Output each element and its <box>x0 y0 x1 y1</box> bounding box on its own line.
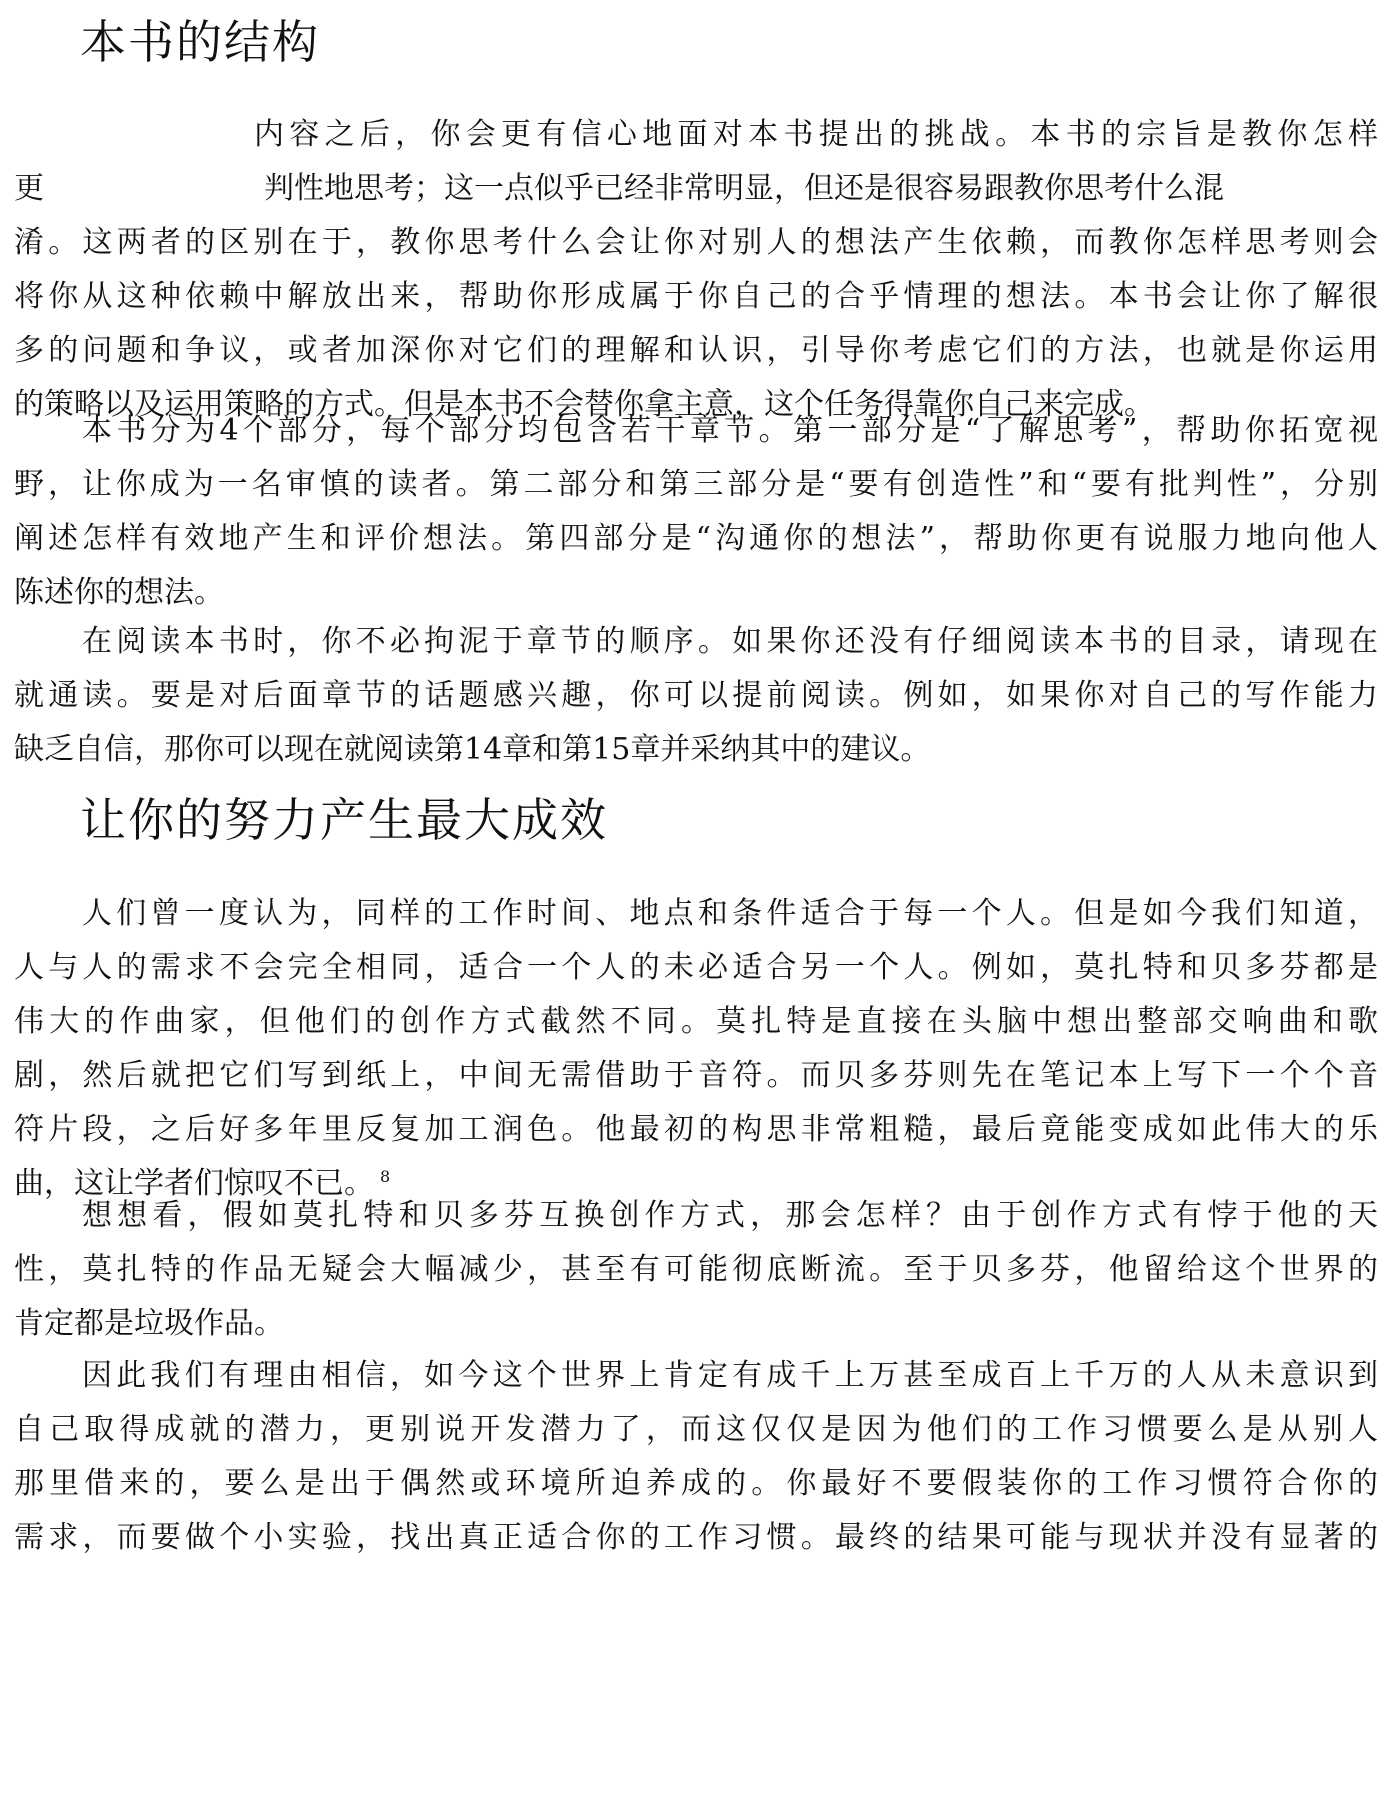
text-line: 剧，然后就把它们写到纸上，中间无需借助于音符。而贝多芬则先在笔记本上写下一个个音 <box>14 1058 1378 1093</box>
text-line: 陈述你的想法。 <box>14 575 224 610</box>
section-heading-maximize-effort: 让你的努力产生最大成效 <box>80 793 608 847</box>
text-line: 缺乏自信，那你可以现在就阅读第14章和第15章并采纳其中的建议。 <box>14 732 931 767</box>
paragraph-reading-order <box>14 615 1378 777</box>
paragraph-structure-intro <box>14 108 1378 432</box>
section-heading-book-structure: 本书的结构 <box>80 15 320 69</box>
paragraph-mozart-beethoven <box>14 887 1378 1211</box>
text-line: 的策略以及运用策略的方式。但是本书不会替你拿主意，这个任务得靠你自己来完成。 <box>14 387 1154 422</box>
text-line: 想想看，假如莫扎特和贝多芬互换创作方式，那会怎样？由于创作方式有悖于他的天 <box>82 1198 1378 1233</box>
text-line: 将你从这种依赖中解放出来，帮助你形成属于你自己的合乎情理的想法。本书会让你了解很 <box>14 279 1378 314</box>
text-line: 人们曾一度认为，同样的工作时间、地点和条件适合于每一个人。但是如今我们知道， <box>82 896 1378 931</box>
text-line: 本书分为4个部分，每个部分均包含若干章节。第一部分是“了解思考”，帮助你拓宽视 <box>82 413 1378 448</box>
text-line: 淆。这两者的区别在于，教你思考什么会让你对别人的想法产生依赖，而教你怎样思考则会 <box>14 225 1378 260</box>
footnote-marker: 8 <box>380 1167 391 1186</box>
text-fragment: 判性地思考；这一点似乎已经非常明显，但还是很容易跟教你思考什么混 <box>264 171 1224 206</box>
text-line <box>14 162 1378 216</box>
text-line: 人与人的需求不会完全相同，适合一个人的未必适合另一个人。例如，莫扎特和贝多芬都是 <box>14 950 1378 985</box>
text-line: 需求，而要做个小实验，找出真正适合你的工作习惯。最终的结果可能与现状并没有显著的 <box>14 1520 1378 1555</box>
text-line: 在阅读本书时，你不必拘泥于章节的顺序。如果你还没有仔细阅读本书的目录，请现在 <box>82 624 1378 659</box>
text-line: 肯定都是垃圾作品。 <box>14 1306 284 1341</box>
text-line: 内容之后，你会更有信心地面对本书提出的挑战。本书的宗旨是教你怎样 <box>254 117 1378 152</box>
text-line: 因此我们有理由相信，如今这个世界上肯定有成千上万甚至成百上千万的人从未意识到 <box>82 1358 1378 1393</box>
text-line: 自己取得成就的潜力，更别说开发潜力了，而这仅仅是因为他们的工作习惯要么是从别人 <box>14 1412 1378 1447</box>
text-line: 野，让你成为一名审慎的读者。第二部分和第三部分是“要有创造性”和“要有批判性”，分别 <box>14 467 1378 502</box>
text-line: 阐述怎样有效地产生和评价想法。第四部分是“沟通你的想法”，帮助你更有说服力地向他人 <box>14 521 1378 556</box>
text-line: 伟大的作曲家，但他们的创作方式截然不同。莫扎特是直接在头脑中想出整部交响曲和歌 <box>14 1004 1378 1039</box>
paragraph-swap-methods <box>14 1189 1378 1351</box>
text-line: 符片段，之后好多年里反复加工润色。他最初的构思非常粗糙，最后竟能变成如此伟大的乐 <box>14 1112 1378 1147</box>
paragraph-work-habits <box>14 1349 1378 1565</box>
paragraph-book-parts <box>14 404 1378 620</box>
text-line: 那里借来的，要么是出于偶然或环境所迫养成的。你最好不要假装你的工作习惯符合你的 <box>14 1466 1378 1501</box>
text-fragment: 更 <box>14 171 44 206</box>
text-line: 就通读。要是对后面章节的话题感兴趣，你可以提前阅读。例如，如果你对自己的写作能力 <box>14 678 1378 713</box>
text-line: 多的问题和争议，或者加深你对它们的理解和认识，引导你考虑它们的方法，也就是你运用 <box>14 333 1378 368</box>
text-line: 性，莫扎特的作品无疑会大幅减少，甚至有可能彻底断流。至于贝多芬，他留给这个世界的 <box>14 1252 1378 1287</box>
text-fragment: 曲，这让学者们惊叹不已。 <box>14 1166 374 1201</box>
